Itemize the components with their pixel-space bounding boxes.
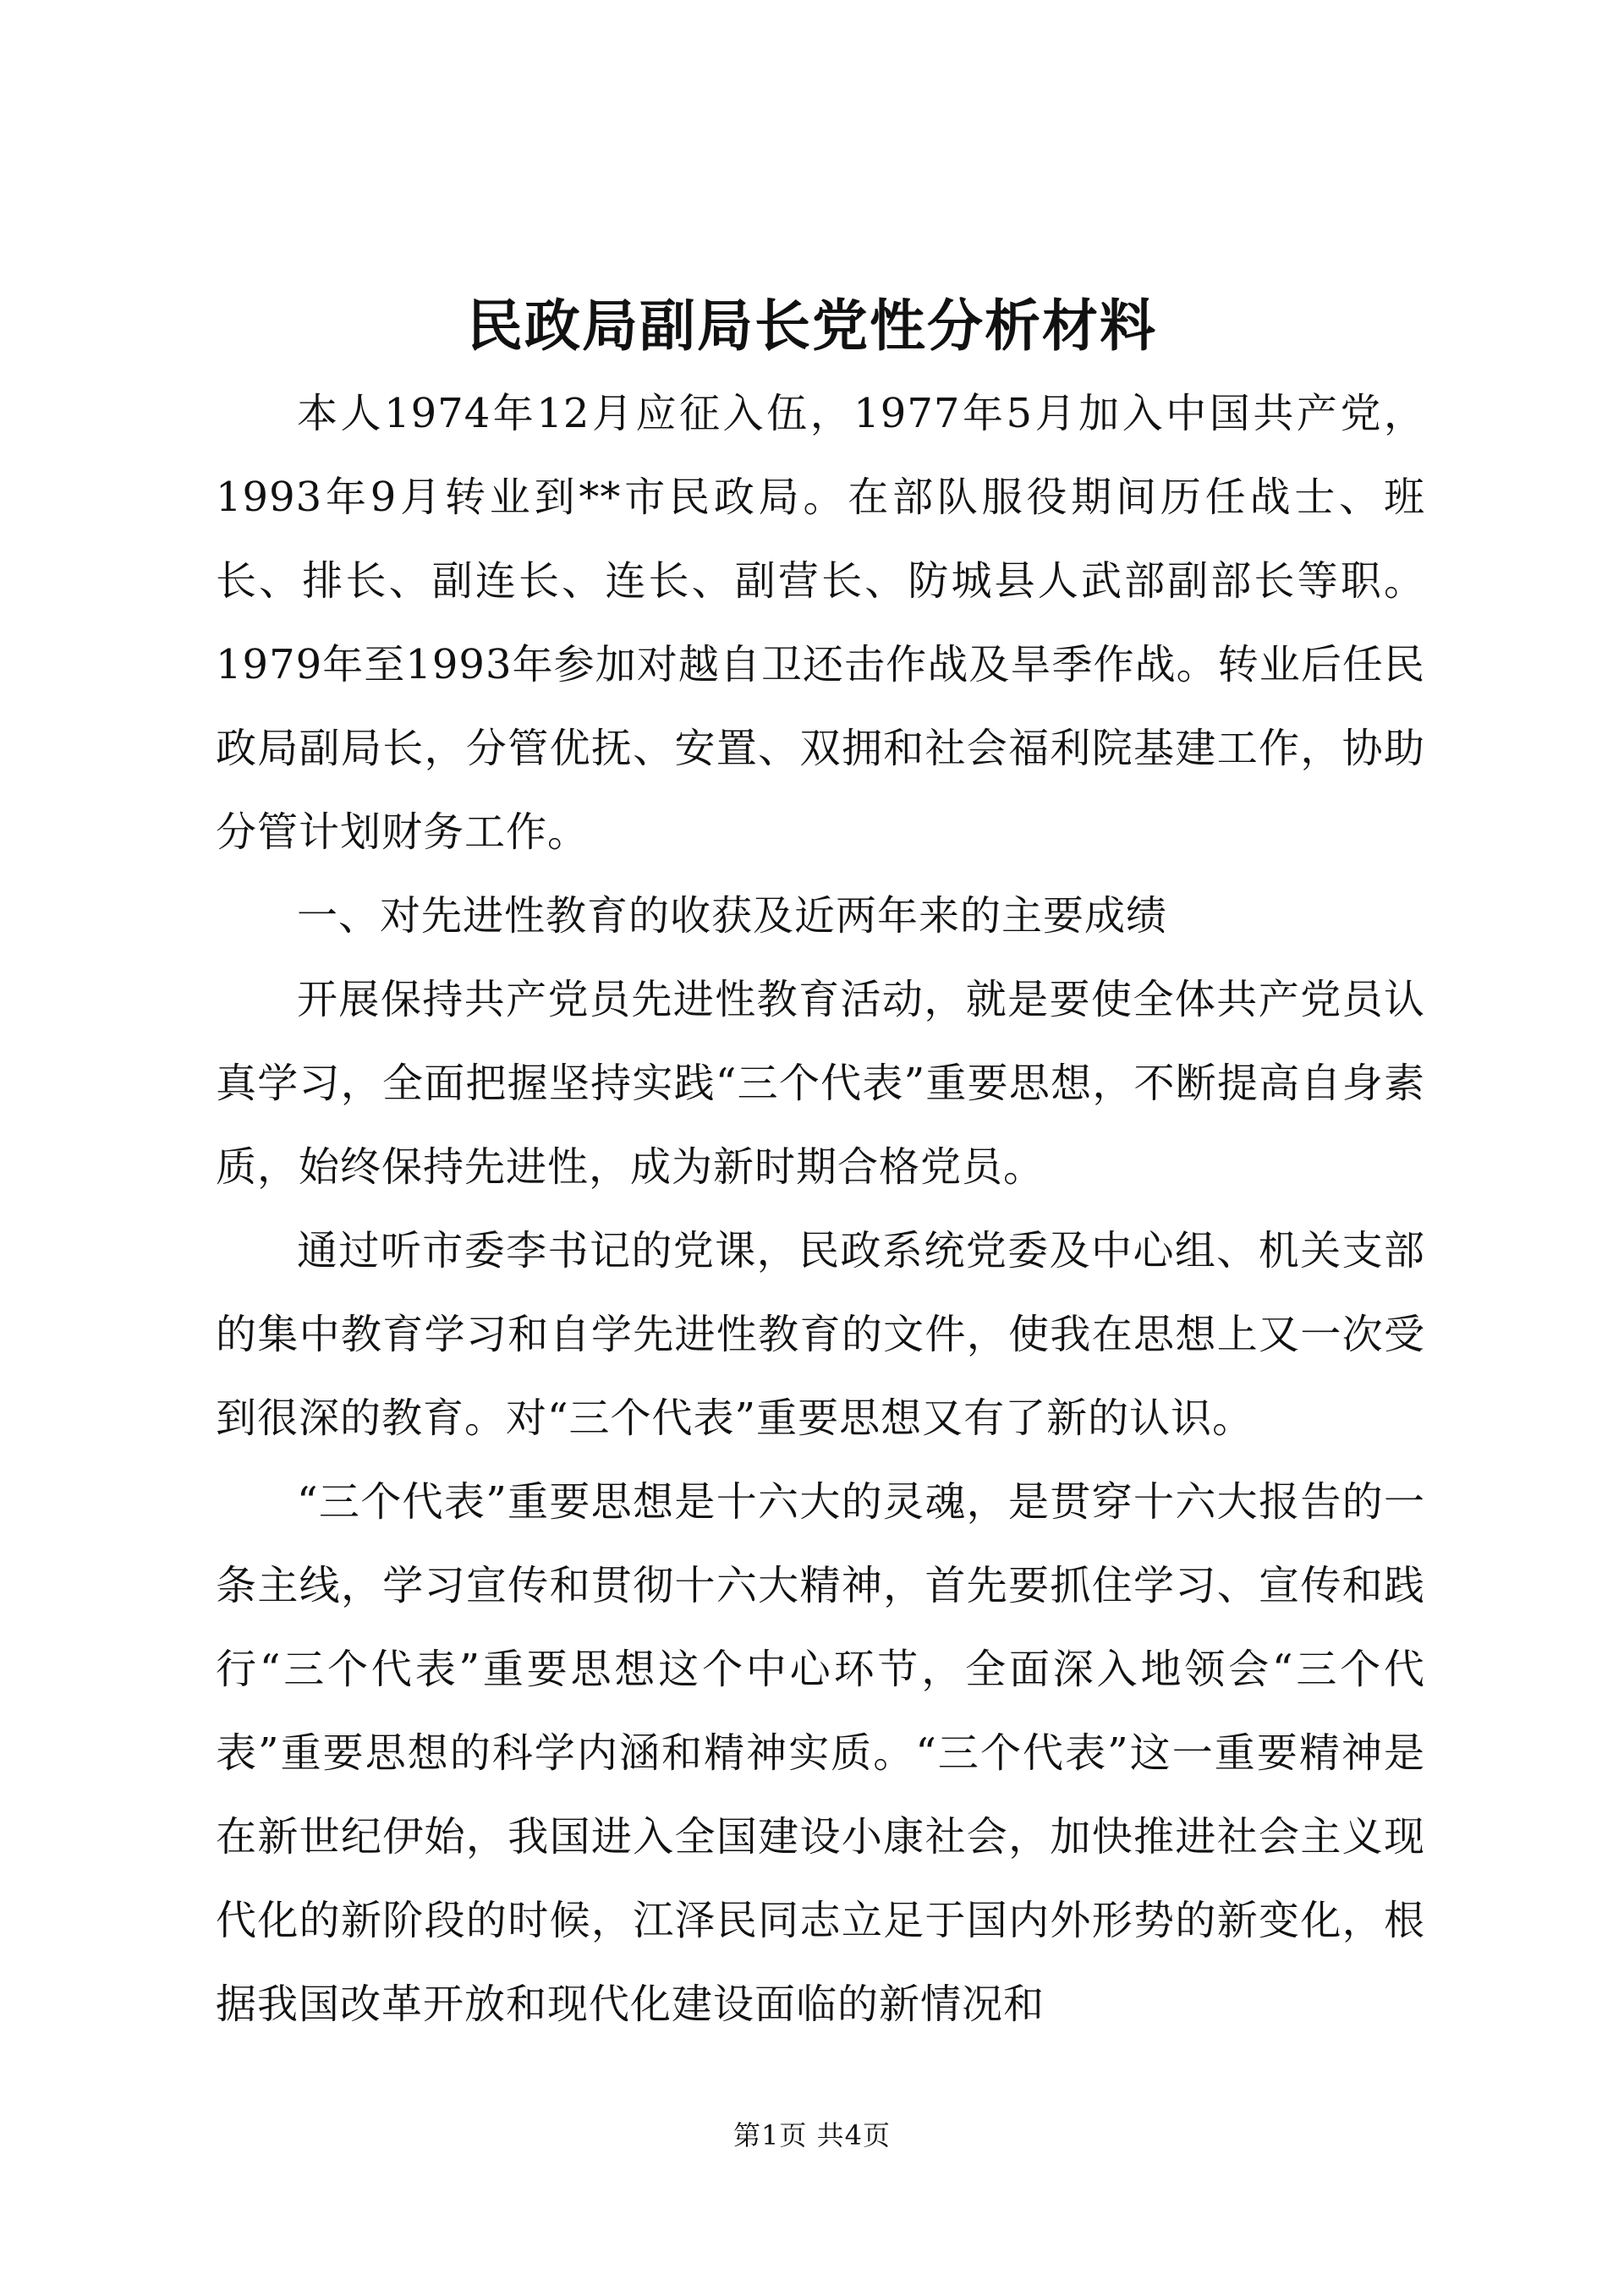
paragraph-intro: 本人1974年12月应征入伍，1977年5月加入中国共产党，1993年9月转业到**市民政局。在部队服役期间历任战士、班长、排长、副连长、连长、副营长、防城县人武部副部长等职。1979年至1993年参加对越自卫还击作战及旱季作战。转业后任民政局副局长，分管优抚、安置、双拥和社会福利院基建工作，协助分管计划财务工作。 — [216, 390, 1425, 856]
paragraph-study-experience: 通过听市委李书记的党课，民政系统党委及中心组、机关支部的集中教育学习和自学先进性教育的文件，使我在思想上又一次受到很深的教育。对“三个代表”重要思想又有了新的认识。 — [216, 1227, 1425, 1442]
document-body — [216, 372, 1425, 2047]
paragraph-three-represents: “三个代表”重要思想是十六大的灵魂，是贯穿十六大报告的一条主线，学习宣传和贯彻十六大精神，首先要抓住学习、宣传和践行“三个代表”重要思想这个中心环节，全面深入地领会“三个代表”重要思想的科学内涵和精神实质。“三个代表”这一重要精神是在新世纪伊始，我国进入全国建设小康社会，加快推进社会主义现代化的新阶段的时候，江泽民同志立足于国内外形势的新变化，根据我国改革开放和现代化建设面临的新情况和 — [216, 1478, 1425, 2028]
section-heading-1: 一、对先进性教育的收获及近两年来的主要成绩 — [297, 892, 1168, 940]
page-number-footer: 第1页 共4页 — [733, 2119, 891, 2151]
document-title: 民政局副局长党性分析材料 — [467, 293, 1157, 359]
paragraph-education-purpose: 开展保持共产党员先进性教育活动，就是要使全体共产党员认真学习，全面把握坚持实践“三个代表”重要思想，不断提高自身素质，始终保持先进性，成为新时期合格党员。 — [216, 976, 1425, 1191]
